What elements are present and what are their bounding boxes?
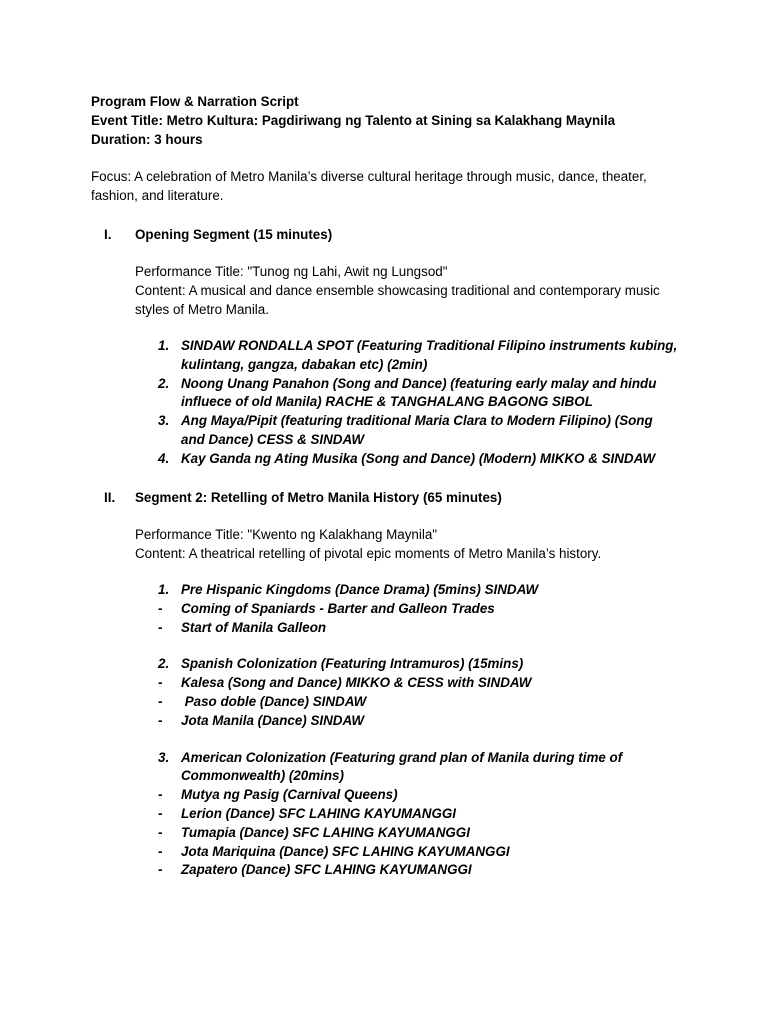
list-marker: 3. <box>158 749 170 765</box>
numbered-list <box>158 337 678 469</box>
list-item <box>158 655 678 674</box>
section-heading <box>91 488 691 507</box>
list-item <box>158 337 678 375</box>
history-list <box>158 581 678 880</box>
list-item-text: Pre Hispanic Kingdoms (Dance Drama) (5mins) SINDAW <box>181 582 539 597</box>
list-item <box>158 712 678 731</box>
list-item <box>158 375 678 413</box>
list-item-text: Mutya ng Pasig (Carnival Queens) <box>181 787 398 803</box>
list-marker: - <box>158 805 163 821</box>
list-marker: - <box>158 712 163 728</box>
list-item <box>158 450 678 469</box>
list-item <box>158 786 678 805</box>
performance-content: Content: A theatrical retelling of pivotal epic moments of Metro Manila’s history. <box>135 546 602 561</box>
list-item <box>158 861 678 880</box>
list-marker: 3. <box>158 413 170 429</box>
section-history <box>91 488 691 880</box>
list-item-text: Kay Ganda ng Ating Musika (Song and Dance) (Modern) MIKKO & SINDAW <box>181 450 656 466</box>
performance-block <box>135 525 695 563</box>
list-marker: - <box>158 693 163 709</box>
list-item <box>158 824 678 843</box>
performance-title: Performance Title: "Kwento ng Kalakhang Maynila" <box>135 527 438 542</box>
list-item-text: Spanish Colonization (Featuring Intramuros) (15mins) <box>181 656 524 672</box>
list-item-text: Paso doble (Dance) SINDAW <box>181 693 367 709</box>
list-marker: - <box>158 843 163 859</box>
list-marker: 1. <box>158 338 170 353</box>
list-marker: - <box>158 787 163 803</box>
list-marker: 2. <box>158 375 170 391</box>
section-opening <box>91 225 691 469</box>
list-marker: - <box>158 600 163 616</box>
list-item-text: Tumapia (Dance) SFC LAHING KAYUMANGGI <box>181 824 470 840</box>
list-marker: - <box>158 824 163 840</box>
list-item <box>158 581 678 600</box>
list-item <box>158 805 678 824</box>
list-marker: 4. <box>158 450 170 466</box>
section-title: Segment 2: Retelling of Metro Manila History (65 minutes) <box>135 490 502 505</box>
list-marker: - <box>158 862 163 878</box>
list-item-text: American Colonization (Featuring grand plan of Manila during time of Commonwealth) (20mins) <box>181 749 623 784</box>
performance-block <box>135 262 695 319</box>
list-item <box>158 843 678 862</box>
performance-title: Performance Title: "Tunog ng Lahi, Awit ng Lungsod" <box>135 264 448 279</box>
list-spacer <box>158 731 678 749</box>
document-header <box>91 92 615 149</box>
list-item <box>158 600 678 619</box>
list-item <box>158 749 678 787</box>
list-item-text: Zapatero (Dance) SFC LAHING KAYUMANGGI <box>181 862 472 878</box>
event-title: Event Title: Metro Kultura: Pagdiriwang ng Talento at Sining sa Kalakhang Maynila <box>91 113 616 128</box>
list-marker: - <box>158 675 163 691</box>
list-item <box>158 412 678 450</box>
list-item-text: Noong Unang Panahon (Song and Dance) (featuring early malay and hindu influece of old Manila) RACHE & TANGHALANG BAGONG SIBOL <box>181 375 657 410</box>
list-item-text: Kalesa (Song and Dance) MIKKO & CESS with SINDAW <box>181 675 532 691</box>
list-item-text: Jota Manila (Dance) SINDAW <box>181 712 365 728</box>
section-title: Opening Segment (15 minutes) <box>135 227 333 242</box>
list-item <box>158 674 678 693</box>
list-item-text: Coming of Spaniards - Barter and Galleon Trades <box>181 600 495 616</box>
focus-paragraph: Focus: A celebration of Metro Manila’s diverse cultural heritage through music, dance, theater, fashion, and literature. <box>91 169 647 203</box>
list-marker: 1. <box>158 582 170 597</box>
event-duration: Duration: 3 hours <box>91 132 203 147</box>
document-title: Program Flow & Narration Script <box>91 94 299 109</box>
list-item-text: Jota Mariquina (Dance) SFC LAHING KAYUMANGGI <box>181 843 510 859</box>
list-item-text: Start of Manila Galleon <box>181 619 327 635</box>
list-item-text: Lerion (Dance) SFC LAHING KAYUMANGGI <box>181 805 457 821</box>
list-spacer <box>158 637 678 655</box>
list-item-text: Ang Maya/Pipit (featuring traditional Maria Clara to Modern Filipino) (Song and Dance) CESS & SINDAW <box>181 413 653 447</box>
section-heading <box>91 225 691 244</box>
list-item <box>158 693 678 712</box>
section-number: II. <box>104 490 116 505</box>
list-marker: - <box>158 619 163 635</box>
performance-content: Content: A musical and dance ensemble showcasing traditional and contemporary music styles of Metro Manila. <box>135 283 660 317</box>
list-item <box>158 619 678 638</box>
list-marker: 2. <box>158 656 170 672</box>
list-item-text: SINDAW RONDALLA SPOT (Featuring Traditional Filipino instruments kubing, kulintang, gangza, dabakan etc) (2min) <box>181 338 678 372</box>
section-number: I. <box>104 227 112 242</box>
